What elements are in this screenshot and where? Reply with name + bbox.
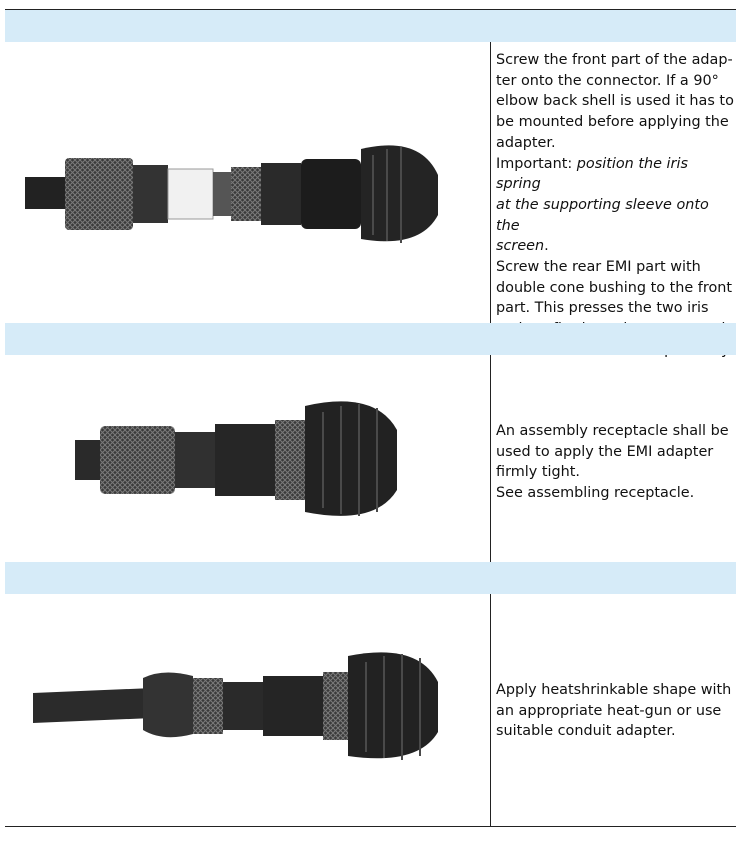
- text-line: adapter.: [496, 134, 556, 151]
- row-header-band-2: [5, 323, 736, 355]
- text-line: Screw the front part of the adap-: [496, 52, 733, 68]
- text-line: Screw the rear EMI part with: [496, 259, 701, 276]
- text-line: part. This presses the two iris: [496, 300, 709, 317]
- text-line: [496, 236, 734, 257]
- text-suffix: .: [544, 238, 549, 255]
- step-2-photo: [75, 390, 405, 530]
- column-divider: [490, 10, 491, 826]
- text-line: used to apply the EMI adapter: [496, 443, 714, 460]
- step-1-photo: [25, 125, 445, 255]
- row-header-band-3: [5, 562, 736, 594]
- text-line: suitable conduit adapter.: [496, 723, 676, 740]
- text-line: double cone bushing to the front: [496, 279, 733, 296]
- text-line: be mounted before applying the: [496, 114, 729, 131]
- emphasis-text: position the iris spring: [496, 155, 688, 193]
- text-line: ter onto the connector. If a 90°: [496, 72, 719, 89]
- text-line: [496, 154, 734, 195]
- text-line: firmly tight.: [496, 464, 580, 481]
- text-line: An assembly receptacle shall be: [496, 423, 729, 439]
- important-label: Important:: [496, 155, 577, 172]
- text-line: See assembling receptacle.: [496, 485, 695, 502]
- step-3-photo: [33, 638, 443, 768]
- step-3-text: [496, 680, 734, 742]
- text-line: an appropriate heat-gun or use: [496, 702, 722, 719]
- text-line: at the supporting sleeve onto the: [496, 196, 709, 234]
- text-line: elbow back shell is used it has to: [496, 93, 734, 110]
- assembly-steps-table: [5, 9, 736, 827]
- emphasis-text: screen: [496, 238, 545, 255]
- step-2-text: [496, 421, 734, 504]
- row-header-band-1: [5, 10, 736, 42]
- text-line: Apply heatshrinkable shape with: [496, 682, 732, 698]
- step-1-text: [496, 50, 734, 361]
